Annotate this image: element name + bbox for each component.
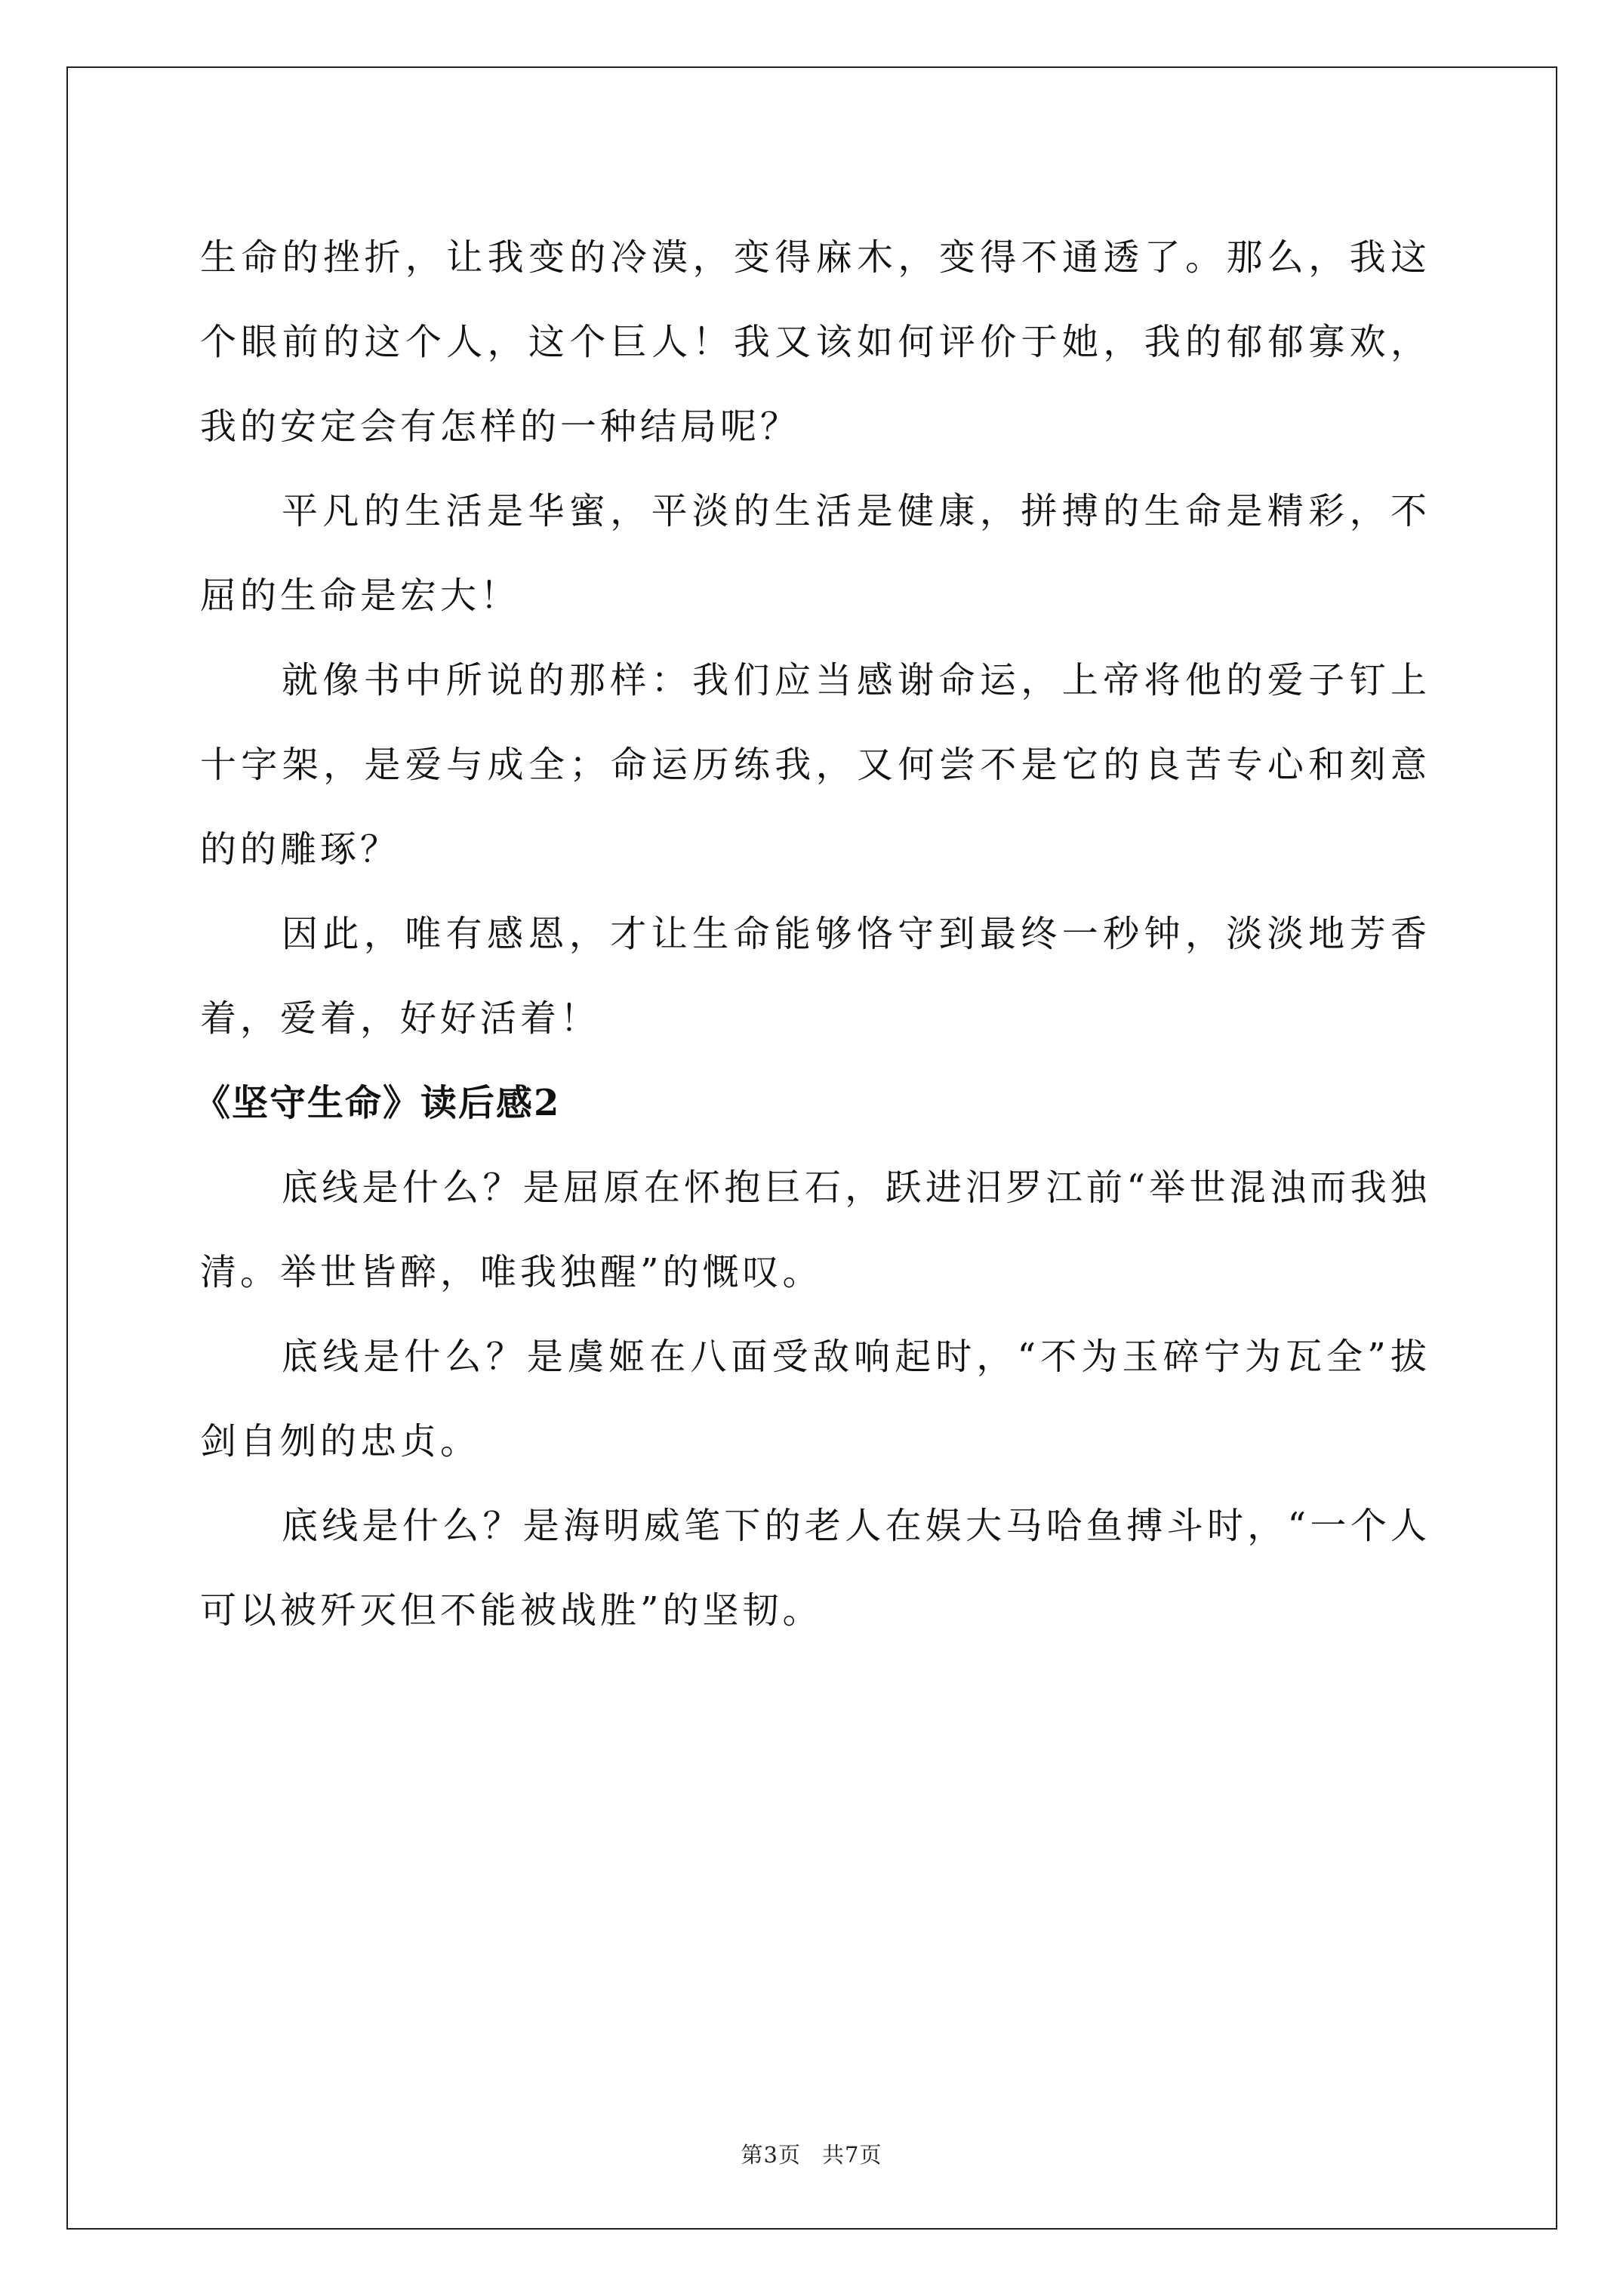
paragraph: 因此，唯有感恩，才让生命能够恪守到最终一秒钟，淡淡地芳香着，爱着，好好活着！ [200, 913, 1431, 1040]
paragraph: 底线是什么？是屈原在怀抱巨石，跃进汨罗江前“举世混浊而我独清。举世皆醉，唯我独醒”的慨叹。 [200, 1166, 1431, 1293]
page-number: 第3页 [741, 2142, 801, 2168]
section-heading: 《坚守生命》读后感2 [194, 1082, 561, 1124]
paragraph: 平凡的生活是华蜜，平淡的生活是健康，拼搏的生命是精彩，不屈的生命是宏大！ [200, 490, 1431, 617]
paragraph-continuation: 生命的挫折，让我变的冷漠，变得麻木，变得不通透了。那么，我这个眼前的这个人，这个巨人！我又该如何评价于她，我的郁郁寡欢，我的安定会有怎样的一种结局呢？ [200, 236, 1431, 448]
paragraph: 就像书中所说的那样：我们应当感谢命运，上帝将他的爱子钉上十字架，是爱与成全；命运历练我，又何尝不是它的良苦专心和刻意的的雕琢？ [200, 659, 1431, 871]
paragraph: 底线是什么？是虞姬在八面受敌响起时，“不为玉碎宁为瓦全”拔剑自刎的忠贞。 [200, 1336, 1431, 1462]
page-footer [0, 2138, 1623, 2169]
paragraph: 底线是什么？是海明威笔下的老人在娱大马哈鱼搏斗时，“一个人可以被歼灭但不能被战胜”的坚韧。 [200, 1505, 1431, 1632]
page-total: 共7页 [822, 2142, 882, 2168]
document-body [194, 215, 1431, 1653]
